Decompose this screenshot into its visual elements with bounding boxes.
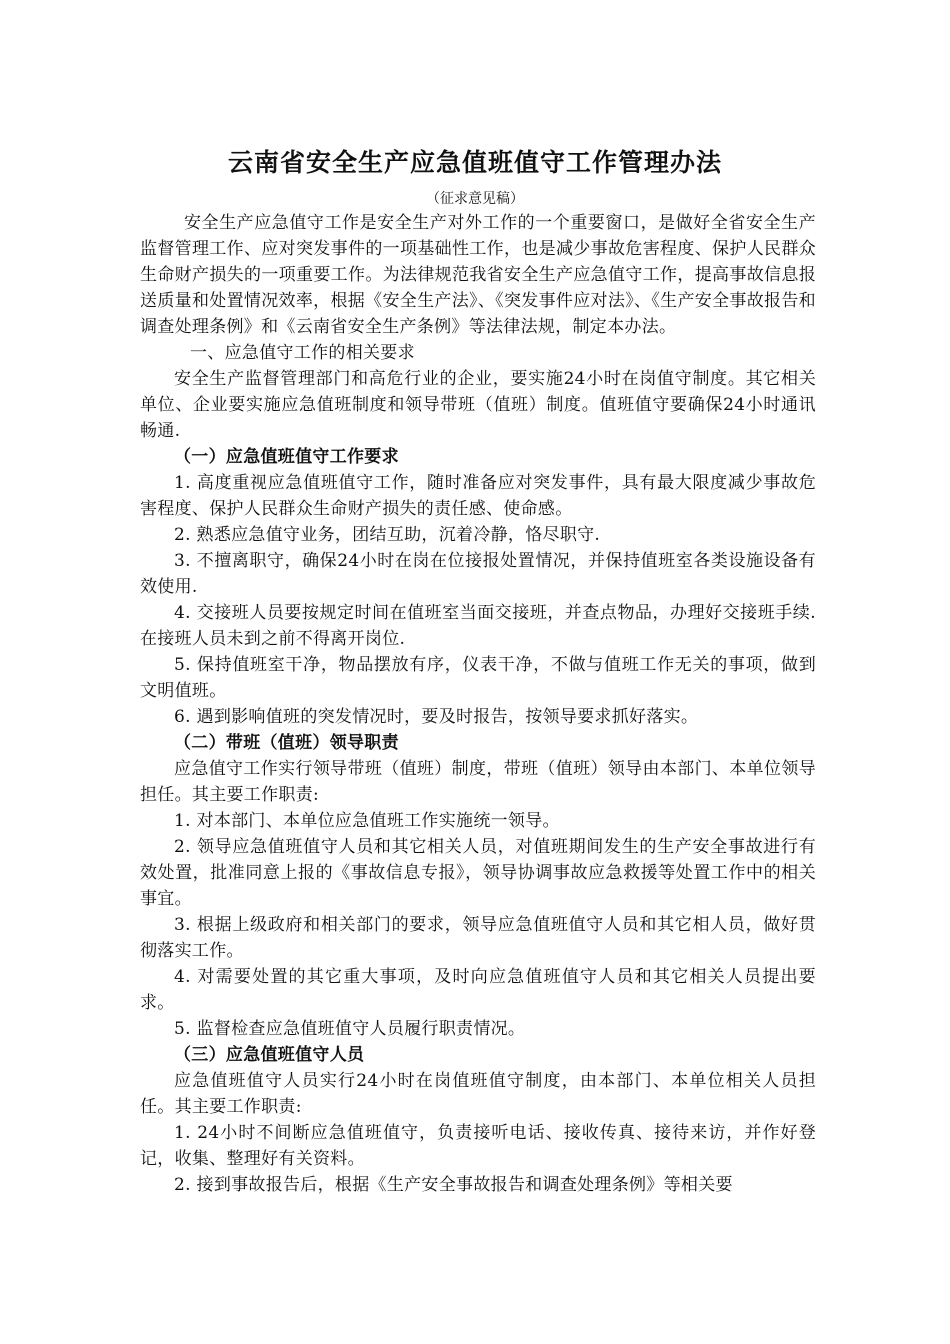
list-item: 1. 对本部门、本单位应急值班工作实施统一领导。 (174, 811, 560, 831)
list-item: 5. 保持值班室干净，物品摆放有序，仪表干净，不做与值班工作无关的事项，做到文明值班。 (140, 655, 816, 701)
list-item: 3. 不擅离职守，确保24小时在岗在位接报处置情况，并保持值班室各类设施设备有效使用. (140, 551, 816, 597)
list-item: 2. 熟悉应急值守业务，团结互助，沉着冷静，恪尽职守. (174, 525, 601, 545)
subsection-2-intro: 应急值守工作实行领导带班（值班）制度，带班（值班）领导由本部门、本单位领导担任。其主要工作职责: (140, 759, 816, 805)
list-item: 1. 24小时不间断应急值班值守，负责接听电话、接收传真、接待来访，并作好登记，收集、整理好有关资料。 (140, 1123, 816, 1169)
document-body (140, 210, 816, 1198)
list-item: 4. 对需要处置的其它重大事项，及时向应急值班值守人员和其它相关人员提出要求。 (140, 967, 816, 1013)
subsection-2-heading: （二）带班（值班）领导职责 (174, 733, 399, 753)
document-subtitle: （征求意见稿） (426, 191, 524, 207)
list-item: 5. 监督检查应急值班值守人员履行职责情况。 (174, 1019, 526, 1039)
list-item: 4. 交接班人员要按规定时间在值班室当面交接班，并查点物品，办理好交接班手续. 在接班人员未到之前不得离开岗位. (140, 603, 816, 649)
list-item: 2. 领导应急值班值守人员和其它相关人员，对值班期间发生的生产安全事故进行有效处置，批准同意上报的《事故信息专报》，领导协调事故应急救援等处置工作中的相关事宜。 (140, 837, 816, 909)
list-item: 2. 接到事故报告后，根据《生产安全事故报告和调查处理条例》等相关要 (174, 1175, 733, 1195)
intro-paragraph: 安全生产应急值守工作是安全生产对外工作的一个重要窗口，是做好全省安全生产监督管理工作、应对突发事件的一项基础性工作，也是减少事故危害程度、保护人民群众生命财产损失的一项重要工作。为法律规范我省安全生产应急值守工作，提高事故信息报送质量和处置情况效率，根据《安全生产法》、《突发事件应对法》、《生产安全事故报告和调查处理条例》和《云南省安全生产条例》等法律法规，制定本办法。 (140, 213, 816, 337)
subsection-3-heading: （三）应急值班值守人员 (174, 1045, 365, 1065)
section-1-title: 一、应急值守工作的相关要求 (190, 343, 415, 363)
list-item: 1. 高度重视应急值班值守工作，随时准备应对突发事件，具有最大限度减少事故危害程度、保护人民群众生命财产损失的责任感、使命感。 (140, 473, 816, 519)
document-title: 云南省安全生产应急值班值守工作管理办法 (227, 148, 722, 177)
list-item: 3. 根据上级政府和相关部门的要求，领导应急值班值守人员和其它相人员，做好贯彻落实工作。 (140, 915, 816, 961)
subsection-3-intro: 应急值班值守人员实行24小时在岗值班值守制度，由本部门、本单位相关人员担任。其主要工作职责: (140, 1071, 816, 1117)
list-item: 6. 遇到影响值班的突发情况时，要及时报告，按领导要求抓好落实。 (174, 707, 699, 727)
section-1-intro: 安全生产监督管理部门和高危行业的企业，要实施24小时在岗值守制度。其它相关单位、企业要实施应急值班制度和领导带班（值班）制度。值班值守要确保24小时通讯畅通. (140, 369, 816, 441)
subsection-1-heading: （一）应急值班值守工作要求 (174, 447, 399, 467)
